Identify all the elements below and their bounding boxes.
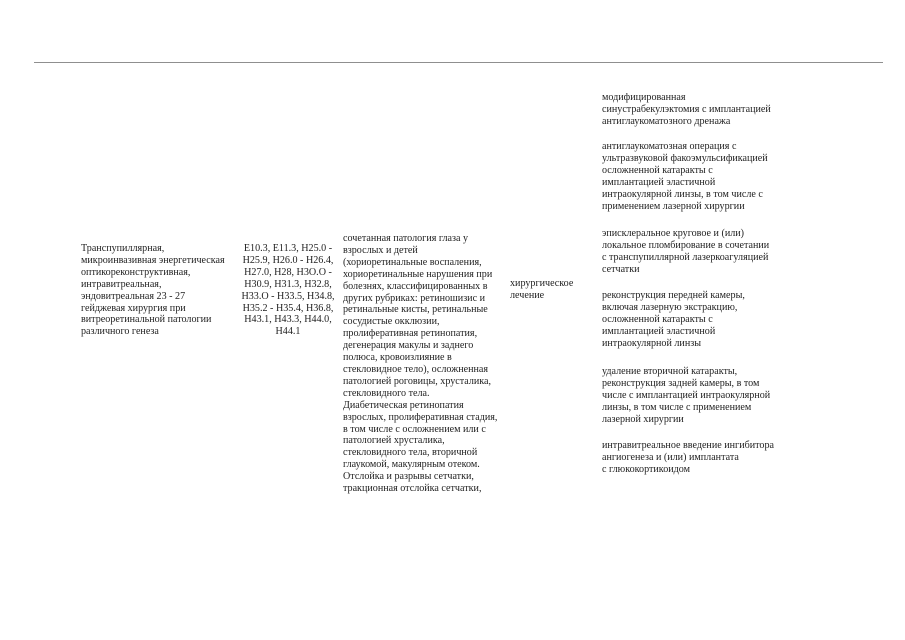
icd-codes-cell: Е10.3, Е11.3, H25.0 - H25.9, H26.0 - H26.4, H27.0, H28, H3O.O - H30.9, H31.3, H32.8, H33.O - H33.5, H34.8, H35.2 - H35.4, H36.8, H43.1, H43.3, H44.0, H44.1 bbox=[241, 243, 335, 338]
procedure-item: антиглаукоматозная операция с ультразвуковой факоэмульсификацией осложненной катаракты с имплантацией эластичной интраокулярной линзы, в том числе с применением лазерной хирургии bbox=[602, 141, 768, 212]
method-cell: Транспупиллярная, микроинвазивная энергетическая оптикореконструктивная, интравитреальная, эндовитреальная 23 - 27 гейджевая хирургия при витреоретинальной патологии различного генеза bbox=[81, 243, 225, 338]
table-top-border bbox=[34, 62, 883, 63]
procedure-item: модифицированная синустрабекулэктомия с имплантацией антиглаукоматозного дренажа bbox=[602, 92, 771, 127]
procedure-item: эписклеральное круговое и (или) локальное пломбирование в сочетании с транспупиллярной лазеркоагуляцией сетчатки bbox=[602, 228, 770, 275]
procedure-item: реконструкция передней камеры, включая лазерную экстракцию, осложненной катаракты с имплантацией эластичной интраокулярной линзы bbox=[602, 290, 745, 349]
pathology-cell: сочетанная патология глаза у взрослых и детей (хориоретинальные воспаления, хориоретинальные нарушения при болезнях, классифицированных в других рубриках: ретиношизис и ретинальные кисты, ретинальные сосудистые окклюзии, пролиферативная ретинопатия, дегенерация макулы и заднего полюса, кровоизлияние в стекловидное тело), осложненная патологией роговицы, хрусталика, стекловидного тела. Диабетическая ретинопатия взрослых, пролиферативная стадия, в том числе с осложнением или с патологией хрусталика, стекловидного тела, вторичной глаукомой, макулярным отеком. Отслойка и разрывы сетчатки, тракционная отслойка сетчатки, bbox=[343, 233, 498, 495]
treatment-type-cell: хирургическое лечение bbox=[510, 278, 574, 301]
procedure-item: удаление вторичной катаракты, реконструкция задней камеры, в том числе с имплантацией интраокулярной линзы, в том числе с применением лазерной хирургии bbox=[602, 366, 771, 425]
procedure-item: интравитреальное введение ингибитора ангиогенеза и (или) имплантата с глюкокортикоидом bbox=[602, 440, 774, 475]
